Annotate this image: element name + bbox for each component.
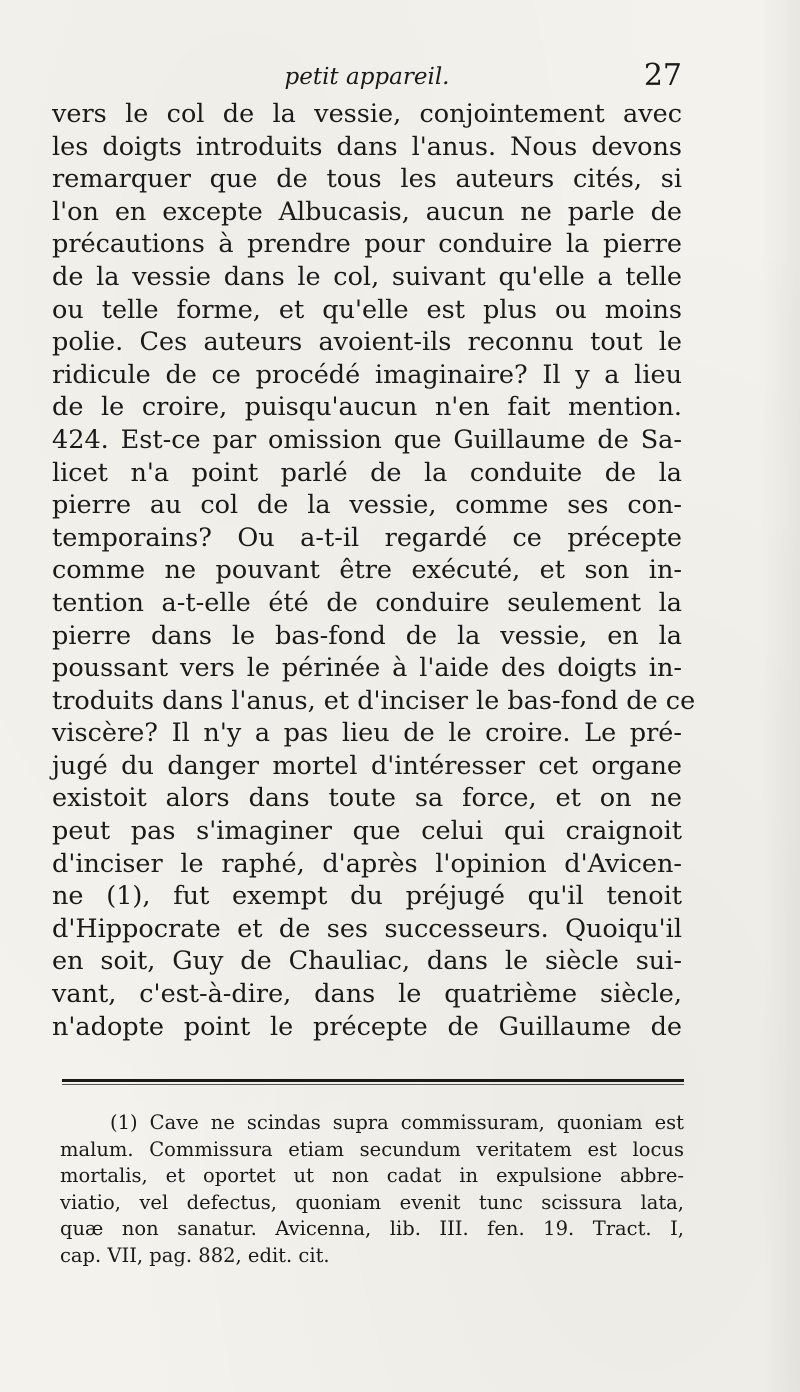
running-title: petit appareil. — [284, 64, 450, 90]
footnote-line: mortalis, et oportet ut non cadat in expulsione abbre- — [60, 1164, 684, 1187]
text-line: polie. Ces auteurs avoient-ils reconnu tout le — [52, 327, 682, 358]
text-line: comme ne pouvant être exécuté, et son in- — [52, 555, 682, 586]
text-line: l'on en excepte Albucasis, aucun ne parle de — [52, 196, 682, 227]
footnote-line: quæ non sanatur. Avicenna, lib. III. fen. 19. Tract. I, — [60, 1217, 684, 1240]
text-line: remarquer que de tous les auteurs cités, si — [52, 164, 682, 195]
footnote-line: viatio, vel defectus, quoniam evenit tunc scissura lata, — [60, 1190, 684, 1214]
text-line: pierre dans le bas-fond de la vessie, en la — [52, 620, 682, 651]
text-line: ou telle forme, et qu'elle est plus ou moins — [52, 294, 682, 325]
footnote-line: malum. Commissura etiam secundum veritatem est locus — [60, 1137, 684, 1161]
page-number: 27 — [643, 58, 682, 93]
text-line: en soit, Guy de Chauliac, dans le siècle sui- — [52, 946, 682, 977]
text-line: tention a-t-elle été de conduire seulement la — [52, 587, 682, 618]
main-text-block — [52, 98, 696, 1043]
running-head — [52, 58, 682, 98]
text-line: ridicule de ce procédé imaginaire? Il y a lieu — [52, 359, 682, 390]
footnote-block — [60, 1110, 684, 1269]
text-line: vant, c'est-à-dire, dans le quatrième siècle, — [52, 979, 682, 1010]
text-line: d'inciser le raphé, d'après l'opinion d'Avicen- — [52, 848, 682, 879]
text-line: n'adopte point le précepte de Guillaume de — [52, 1011, 682, 1042]
text-line: 424. Est-ce par omission que Guillaume de Sa- — [52, 424, 682, 455]
page-edge-shadow — [760, 0, 800, 1392]
footnote-line: (1) Cave ne scindas supra commissuram, quoniam est — [110, 1111, 684, 1134]
text-line: les doigts introduits dans l'anus. Nous devons — [52, 131, 682, 162]
text-line: peut pas s'imaginer que celui qui craignoit — [52, 816, 682, 847]
text-line: de le croire, puisqu'aucun n'en fait mention. — [52, 392, 682, 423]
text-line: ne (1), fut exempt du préjugé qu'il tenoit — [52, 881, 682, 912]
text-line: pierre au col de la vessie, comme ses con- — [52, 490, 682, 521]
text-line: temporains? Ou a-t-il regardé ce précepte — [52, 522, 682, 553]
text-line: jugé du danger mortel d'intéresser cet organe — [52, 750, 682, 781]
text-line: poussant vers le périnée à l'aide des doigts in- — [52, 653, 682, 684]
footnote-rule — [62, 1079, 684, 1082]
text-line: d'Hippocrate et de ses successeurs. Quoiqu'il — [52, 913, 682, 944]
footnote-line: cap. VII, pag. 882, edit. cit. — [60, 1243, 330, 1267]
footnote-rule-thin — [62, 1084, 684, 1085]
text-line: troduits dans l'anus, et d'inciser le bas-fond de ce — [52, 685, 696, 716]
text-line: de la vessie dans le col, suivant qu'elle a telle — [52, 261, 682, 292]
text-line: vers le col de la vessie, conjointement avec — [52, 99, 682, 129]
text-line: viscère? Il n'y a pas lieu de le croire. Le pré- — [52, 718, 682, 749]
text-line: existoit alors dans toute sa force, et on ne — [52, 783, 682, 814]
text-line: précautions à prendre pour conduire la pierre — [52, 229, 682, 260]
text-line: licet n'a point parlé de la conduite de la — [52, 457, 682, 488]
